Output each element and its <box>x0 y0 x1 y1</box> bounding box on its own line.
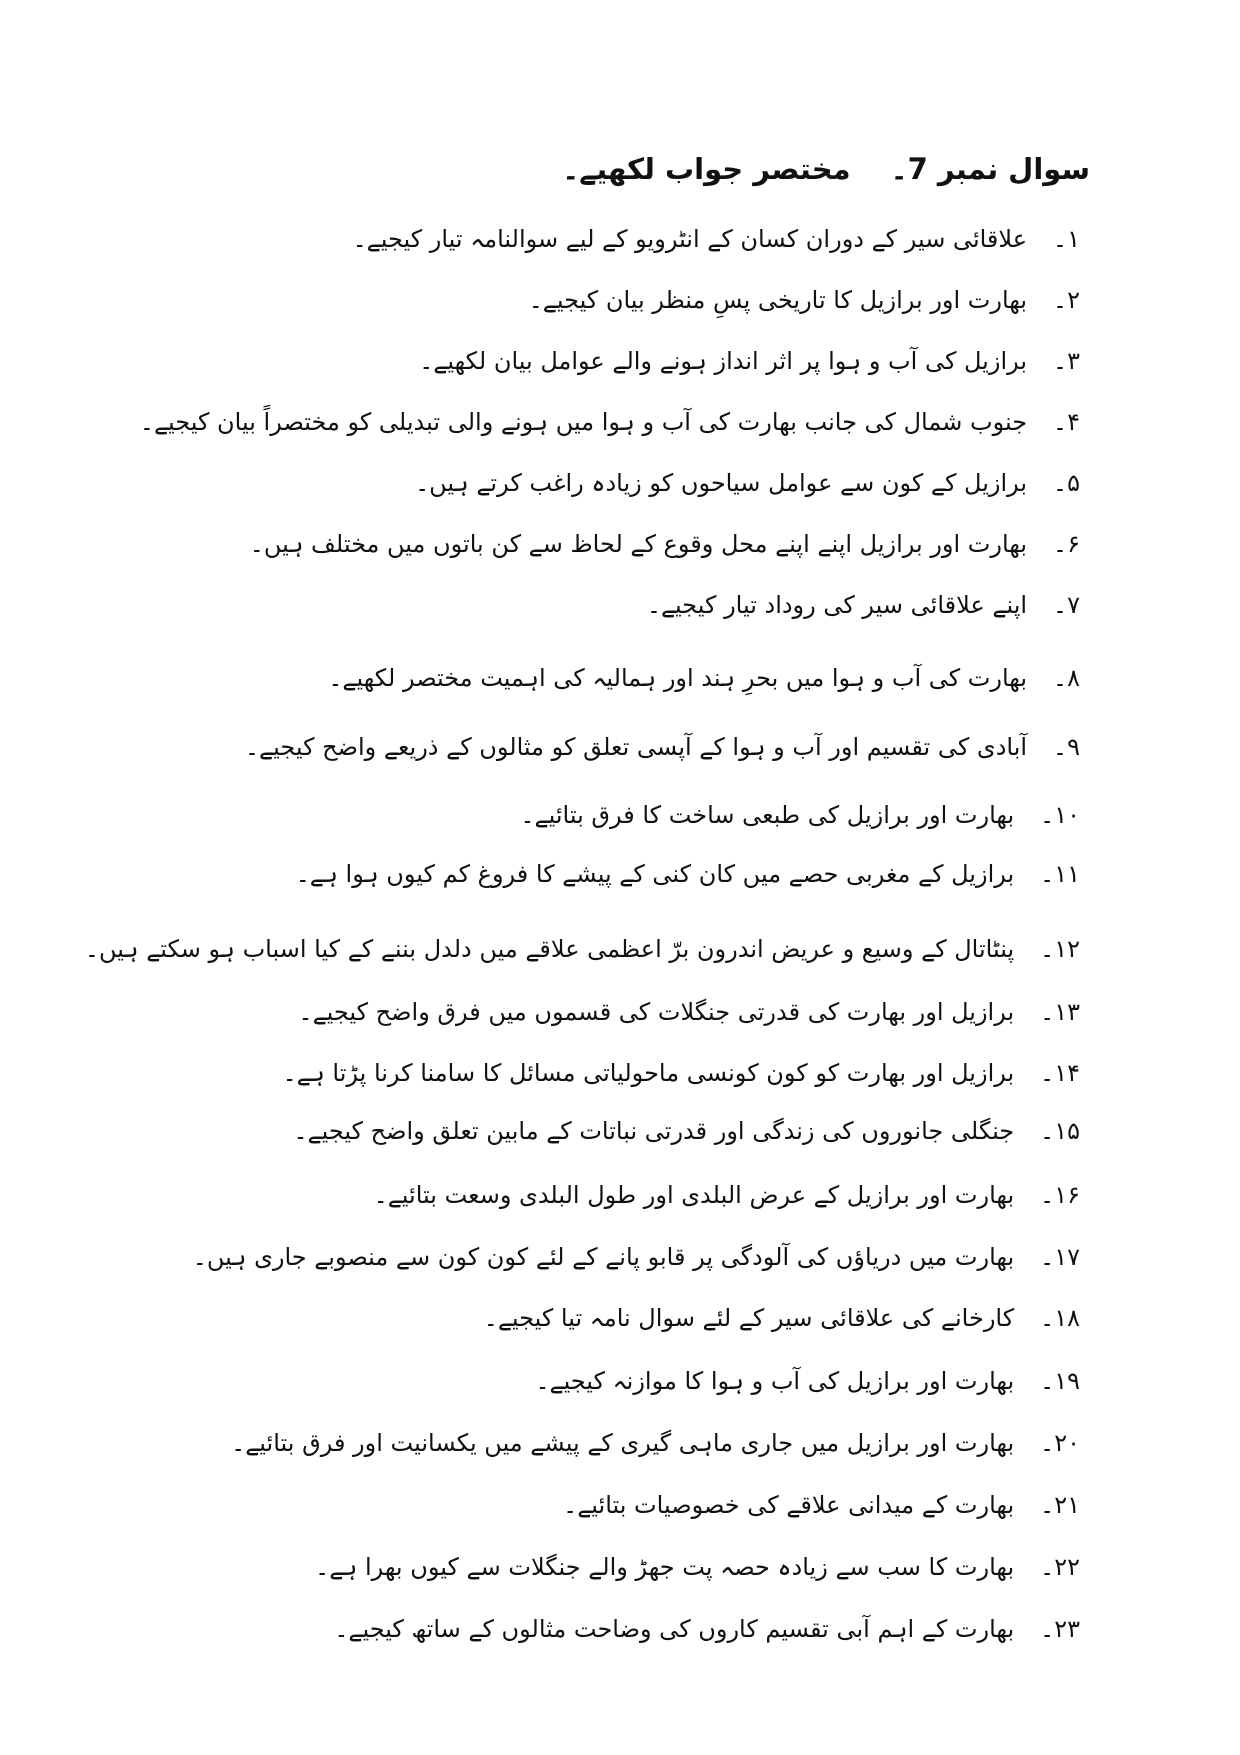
item-number: ۱۔ <box>1053 225 1080 253</box>
item-number: ۵۔ <box>1053 469 1080 497</box>
list-item <box>419 344 1080 378</box>
list-item <box>245 730 1080 764</box>
item-number: ۱۳۔ <box>1040 998 1080 1026</box>
item-text: بھارت اور برازیل میں جاری ماہی گیری کے پیشے میں یکسانیت اور فرق بتائیے۔ <box>231 1429 1015 1457</box>
list-item <box>140 405 1080 439</box>
item-number: ۲۱۔ <box>1040 1491 1080 1519</box>
item-text: جنگلی جانوروں کی زندگی اور قدرتی نباتات کے مابین تعلق واضح کیجیے۔ <box>293 1117 1015 1145</box>
item-text: بھارت میں دریاؤں کی آلودگی پر قابو پانے کے لئے کون کون سے منصوبے جاری ہیں۔ <box>192 1243 1015 1271</box>
item-text: کارخانے کی علاقائی سیر کے لئے سوال نامہ تیا کیجیے۔ <box>483 1304 1015 1332</box>
question-number: سوال نمبر 7۔ <box>890 152 1090 186</box>
list-item <box>647 588 1080 622</box>
item-number: ۱۲۔ <box>1040 935 1080 963</box>
item-text: برازیل اور بھارت کو کون کونسی ماحولیاتی مسائل کا سامنا کرنا پڑتا ہے۔ <box>282 1059 1015 1087</box>
list-item <box>315 1550 1080 1584</box>
item-number: ۱۱۔ <box>1040 860 1080 888</box>
item-number: ۱۰۔ <box>1040 801 1080 829</box>
list-item <box>334 1612 1080 1646</box>
item-text: بھارت کا سب سے زیادہ حصہ پت جھڑ والے جنگلات سے کیوں بھرا ہے۔ <box>315 1553 1015 1581</box>
item-number: ۱۸۔ <box>1040 1304 1080 1332</box>
item-text: علاقائی سیر کے دوران کسان کے انٹرویو کے لیے سوالنامہ تیار کیجیے۔ <box>352 225 1028 253</box>
item-text: برازیل کے کون سے عوامل سیاحوں کو زیادہ راغب کرتے ہیں۔ <box>415 469 1028 497</box>
list-item <box>283 1056 1080 1090</box>
list-item <box>299 995 1080 1029</box>
item-text: بھارت کے میدانی علاقے کی خصوصیات بتائیے۔ <box>563 1491 1015 1519</box>
list-item <box>484 1301 1080 1335</box>
item-number: ۱۷۔ <box>1040 1243 1080 1271</box>
item-number: ۲۲۔ <box>1040 1553 1080 1581</box>
question-instruction: مختصر جواب لکھیے۔ <box>562 152 851 186</box>
item-number: ۲۰۔ <box>1040 1429 1080 1457</box>
list-item <box>193 1240 1080 1274</box>
item-number: ۶۔ <box>1053 530 1080 558</box>
item-number: ۷۔ <box>1053 591 1080 619</box>
list-item <box>250 527 1080 561</box>
item-number: ۱۹۔ <box>1040 1367 1080 1395</box>
list-item <box>328 661 1080 695</box>
item-text: برازیل کی آب و ہوا پر اثر انداز ہونے والے عوامل بیان لکھیے۔ <box>419 347 1028 375</box>
item-number: ۲۳۔ <box>1040 1615 1080 1643</box>
item-text: بھارت اور برازیل اپنے اپنے محل وقوع کے لحاظ سے کن باتوں میں مختلف ہیں۔ <box>249 530 1028 558</box>
item-text: بھارت اور برازیل کے عرض البلدی اور طول البلدی وسعت بتائیے۔ <box>373 1181 1015 1209</box>
list-item <box>529 283 1080 317</box>
item-text: آبادی کی تقسیم اور آب و ہوا کے آپسی تعلق کو مثالوں کے ذریعے واضح کیجیے۔ <box>244 733 1028 761</box>
list-item <box>293 1114 1080 1148</box>
item-number: ۱۴۔ <box>1040 1059 1080 1087</box>
item-number: ۱۵۔ <box>1040 1117 1080 1145</box>
list-item <box>563 1488 1080 1522</box>
item-text: پنٹاتال کے وسیع و عریض اندرون برّ اعظمی علاقے میں دلدل بننے کے کیا اسباب ہو سکتے ہیں۔ <box>84 935 1015 963</box>
item-number: ۸۔ <box>1053 664 1080 692</box>
list-item <box>85 932 1080 966</box>
item-number: ۳۔ <box>1053 347 1080 375</box>
item-text: بھارت اور برازیل کا تاریخی پسِ منظر بیان کیجیے۔ <box>528 286 1028 314</box>
item-text: برازیل کے مغربی حصے میں کان کنی کے پیشے کا فروغ کم کیوں ہوا ہے۔ <box>295 860 1015 888</box>
item-text: بھارت اور برازیل کی آب و ہوا کا موازنہ کیجیے۔ <box>535 1367 1015 1395</box>
item-text: بھارت کے اہم آبی تقسیم کاروں کی وضاحت مثالوں کے ساتھ کیجیے۔ <box>334 1615 1015 1643</box>
list-item <box>374 1178 1080 1212</box>
item-number: ۲۔ <box>1053 286 1080 314</box>
question-heading <box>562 152 1090 186</box>
list-item <box>353 222 1080 256</box>
item-text: بھارت کی آب و ہوا میں بحرِ ہند اور ہمالیہ کی اہمیت مختصر لکھیے۔ <box>328 664 1028 692</box>
item-number: ۹۔ <box>1053 733 1080 761</box>
item-text: بھارت اور برازیل کی طبعی ساخت کا فرق بتائیے۔ <box>520 801 1015 829</box>
item-number: ۴۔ <box>1053 408 1080 436</box>
list-item <box>296 857 1080 891</box>
item-text: برازیل اور بھارت کی قدرتی جنگلات کی قسموں میں فرق واضح کیجیے۔ <box>298 998 1015 1026</box>
list-item <box>231 1426 1080 1460</box>
list-item <box>535 1364 1080 1398</box>
item-text: اپنے علاقائی سیر کی روداد تیار کیجیے۔ <box>646 591 1028 619</box>
list-item <box>520 798 1080 832</box>
item-number: ۱۶۔ <box>1040 1181 1080 1209</box>
list-item <box>415 466 1080 500</box>
item-text: جنوب شمال کی جانب بھارت کی آب و ہوا میں ہونے والی تبدیلی کو مختصراً بیان کیجیے۔ <box>139 408 1028 436</box>
